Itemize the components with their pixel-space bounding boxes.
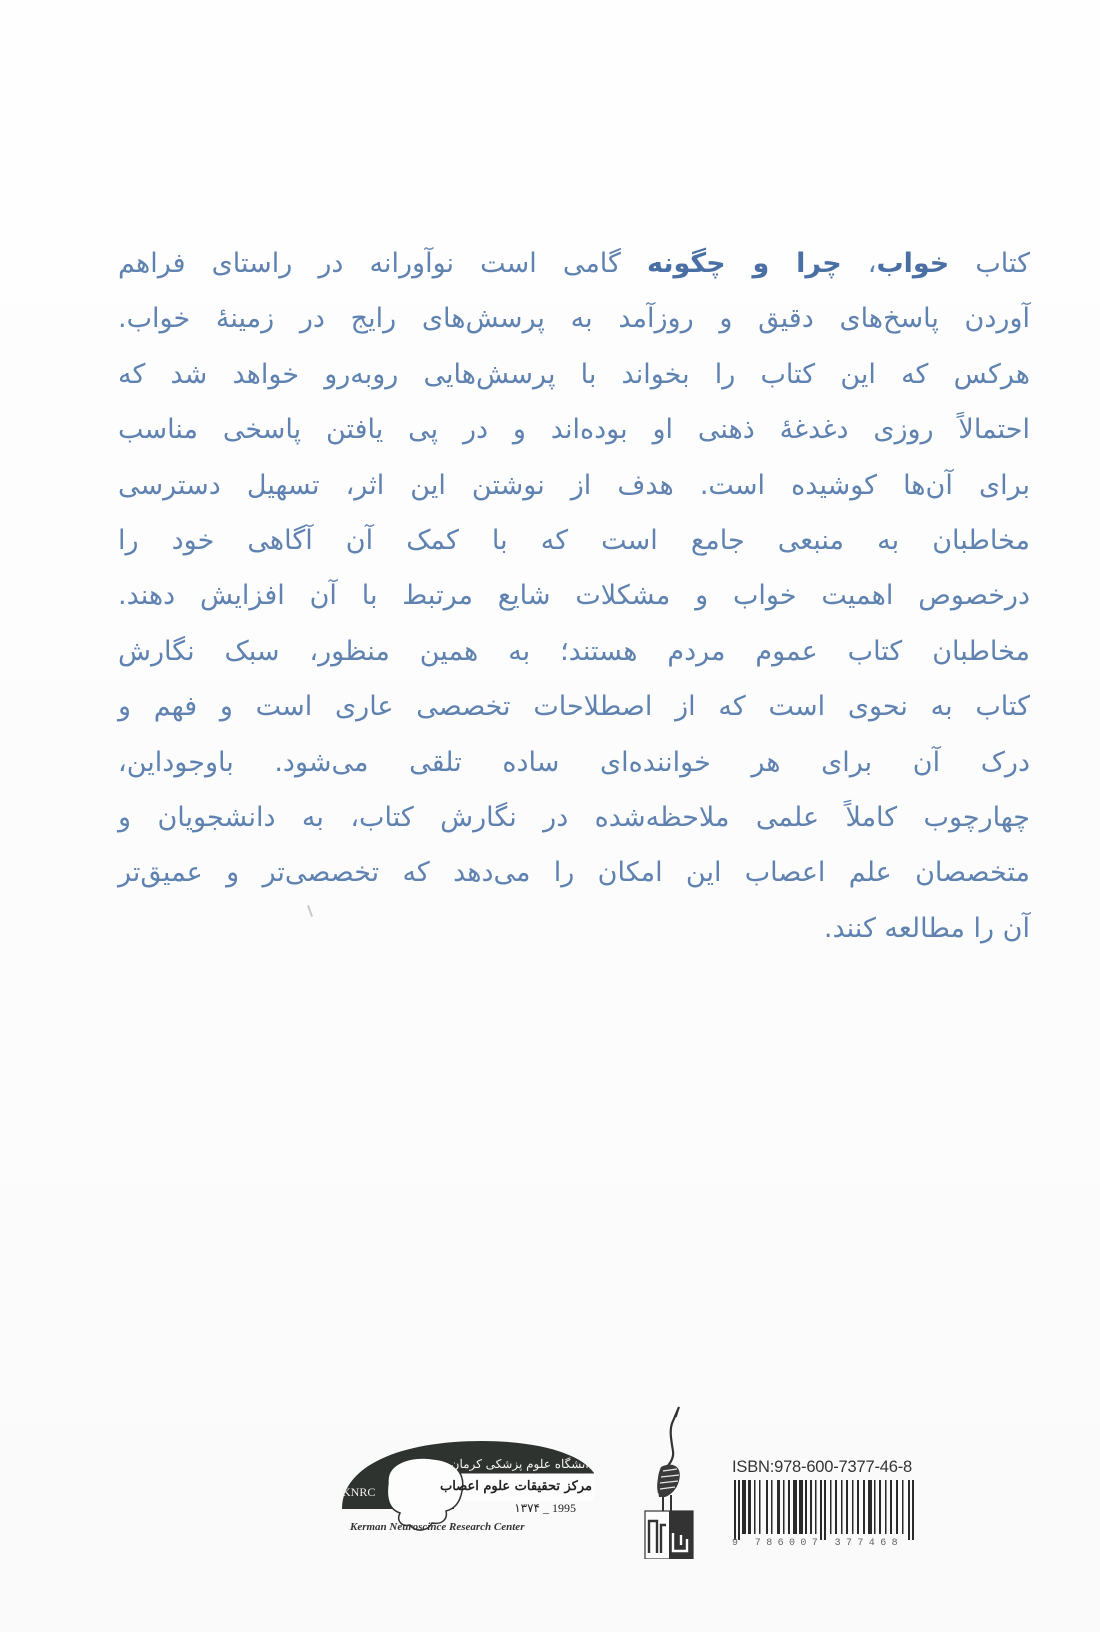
blurb-line-5: برای آن‌ها کوشیده است. هدف از نوشتن این اثر، تسهیل دسترسی [118,469,1030,501]
blurb-line-1-pre: کتاب [949,248,1030,279]
university-name-fa: دانشگاه علوم پزشکی کرمان [450,1457,594,1471]
founding-years: ۱۳۷۴ _ 1995 [514,1501,576,1515]
research-center-name-en: Kerman Neuroscince Research Center [350,1521,525,1533]
brain-silhouette-icon [342,1437,594,1557]
blurb-line-9: کتاب به نحوی است که از اصطلاحات تخصصی عاری است و فهم و [118,691,1030,723]
blurb-line-12: متخصصان علم اعصاب این امکان را می‌دهد که تخصصی‌تر و عمیق‌تر [118,857,1030,889]
book-title-sleep: خواب [876,248,950,279]
barcode-digits: 9 786007 377468 [732,1538,904,1549]
publisher-logo [643,1405,695,1559]
book-title-why-how: چرا و چگونه [646,248,842,279]
blurb-line-3: هرکس که این کتاب را بخواند با پرسش‌هایی روبه‌رو خواهد شد که [118,358,1030,390]
research-center-name-fa: مرکز تحقیقات علوم اعصاب [439,1479,592,1494]
blurb-line-1-post: گامی است نوآورانه در راستای فراهم [118,248,647,279]
blurb-line-1 [118,236,1030,291]
blurb-line-10: درک آن برای هر خواننده‌ای ساده تلقی می‌شود. باوجوداین، [118,746,1030,778]
blurb-line-4: احتمالاً روزی دغدغهٔ ذهنی او بوده‌اند و در پی یافتن پاسخی مناسب [118,414,1030,446]
blurb-line-7: درخصوص اهمیت خواب و مشکلات شایع مرتبط با آن افزایش دهند. [118,580,1030,612]
blurb-line-6: مخاطبان به منبعی جامع است که با کمک آن آگاهی خود را [118,524,1030,556]
knrc-abbreviation: KNRC [342,1485,376,1499]
blurb-line-11: چهارچوب کاملاً علمی ملاحظه‌شده در نگارش کتاب، به دانشجویان و [118,801,1030,833]
crane-bird-icon [643,1405,695,1559]
isbn-barcode [732,1458,917,1558]
knrc-logo [342,1437,594,1557]
blurb-line-2: آوردن پاسخ‌های دقیق و روزآمد به پرسش‌های رایج در زمینهٔ خواب. [118,303,1030,335]
blurb-line-8: مخاطبان کتاب عموم مردم هستند؛ به همین منظور، سبک نگارش [118,635,1030,667]
barcode-icon [732,1480,917,1540]
blurb-text [118,236,1030,956]
blurb-line-13: آن را مطالعه کنند. [823,912,1030,944]
isbn-label: ISBN:978-600-7377-46-8 [732,1458,912,1476]
blurb-line-1-mid: ، [841,248,877,279]
